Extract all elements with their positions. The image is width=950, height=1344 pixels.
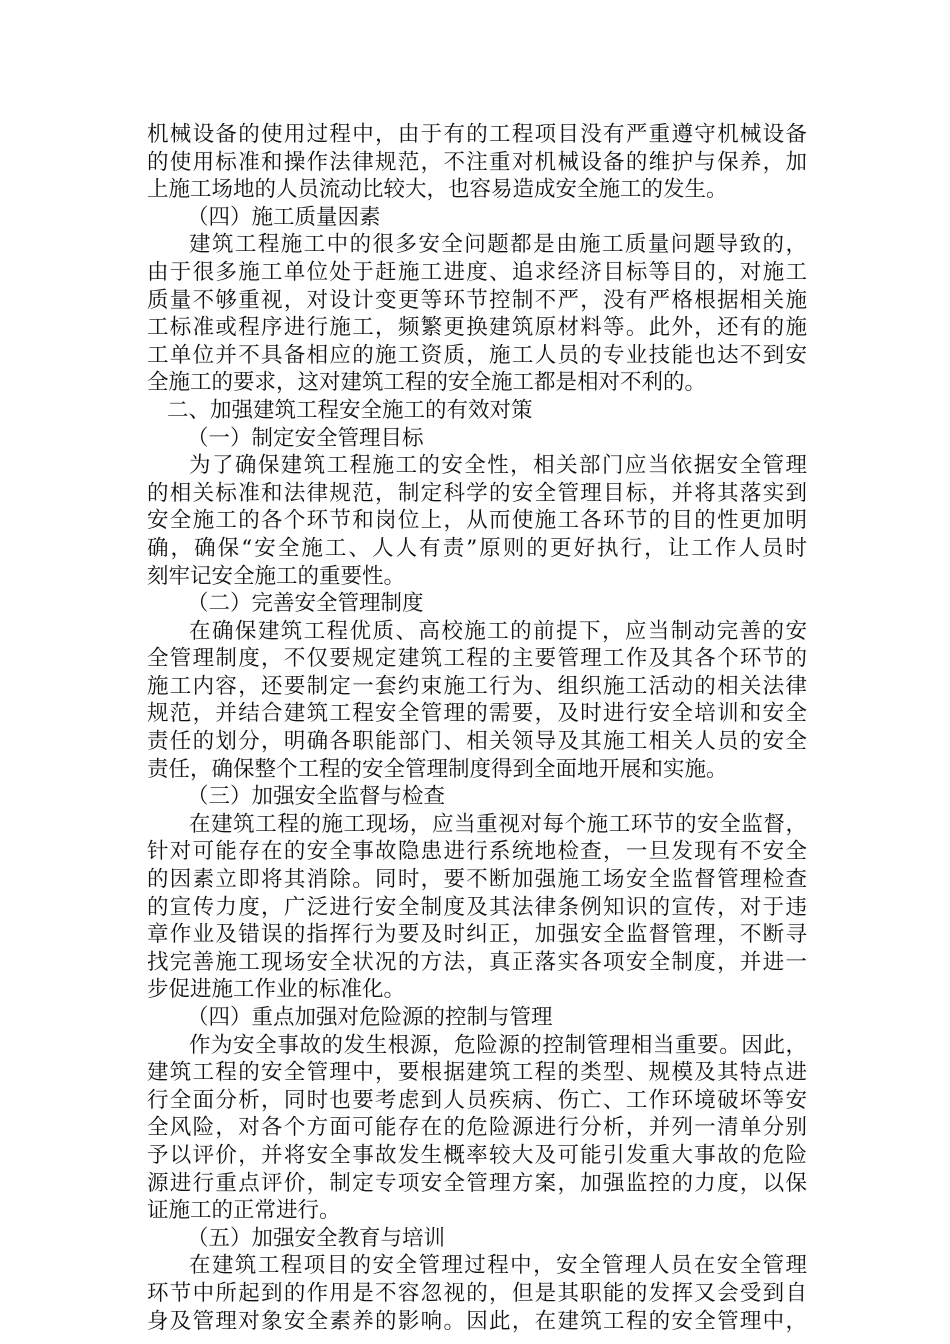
text-line: 身及管理对象安全素养的影响。因此，在建筑工程的安全管理中， xyxy=(147,1308,807,1334)
text-line: 工标准或程序进行施工，频繁更换建筑原材料等。此外，还有的施 xyxy=(147,315,807,341)
section-heading: （二）完善安全管理制度 xyxy=(187,591,424,617)
text-line: 确，确保“安全施工、人人有责”原则的更好执行，让工作人员时 xyxy=(147,535,807,561)
text-line: 的使用标准和操作法律规范，不注重对机械设备的维护与保养，加 xyxy=(147,149,807,175)
text-line: 的相关标准和法律规范，制定科学的安全管理目标，并将其落实到 xyxy=(147,480,807,506)
paragraph-first-line: 在建筑工程项目的安全管理过程中，安全管理人员在安全管理 xyxy=(189,1253,807,1279)
text-line: 规范，并结合建筑工程安全管理的需要，及时进行安全培训和安全 xyxy=(147,701,807,727)
text-line: 找完善施工现场安全状况的方法，真正落实各项安全制度，并进一 xyxy=(147,949,807,975)
section-heading: （四）施工质量因素 xyxy=(187,204,381,230)
text-line: 的因素立即将其消除。同时，要不断加强施工场安全监督管理检查 xyxy=(147,867,807,893)
text-line: 责任的划分，明确各职能部门、相关领导及其施工相关人员的安全 xyxy=(147,729,807,755)
paragraph-last-line: 上施工场地的人员流动比较大，也容易造成安全施工的发生。 xyxy=(147,177,728,203)
text-line: 由于很多施工单位处于赶施工进度、追求经济目标等目的，对施工 xyxy=(147,259,807,285)
paragraph-last-line: 责任，确保整个工程的安全管理制度得到全面地开展和实施。 xyxy=(147,756,728,782)
text-line: 建筑工程的安全管理中，要根据建筑工程的类型、规模及其特点进 xyxy=(147,1060,807,1086)
paragraph-first-line: 建筑工程施工中的很多安全问题都是由施工质量问题导致的， xyxy=(189,232,807,258)
text-line: 环节中所起到的作用是不容忽视的，但是其职能的发挥又会受到自 xyxy=(147,1280,807,1306)
paragraph-last-line: 全施工的要求，这对建筑工程的安全施工都是相对不利的。 xyxy=(147,370,707,396)
section-heading: （五）加强安全教育与培训 xyxy=(187,1225,446,1251)
text-line: 安全施工的各个环节和岗位上，从而使施工各环节的目的性更加明 xyxy=(147,508,807,534)
text-line: 质量不够重视，对设计变更等环节控制不严，没有严格根据相关施 xyxy=(147,287,807,313)
paragraph-first-line: 在确保建筑工程优质、高校施工的前提下，应当制动完善的安 xyxy=(189,618,807,644)
paragraph-first-line: 作为安全事故的发生根源，危险源的控制管理相当重要。因此， xyxy=(189,1032,807,1058)
document-body xyxy=(147,121,807,1335)
paragraph-first-line: 为了确保建筑工程施工的安全性，相关部门应当依据安全管理 xyxy=(189,453,807,479)
paragraph-last-line: 刻牢记安全施工的重要性。 xyxy=(147,563,406,589)
chapter-heading: 二、加强建筑工程安全施工的有效对策 xyxy=(167,397,533,423)
text-line: 施工内容，还要制定一套约束施工行为、组织施工活动的相关法律 xyxy=(147,673,807,699)
text-line: 针对可能存在的安全事故隐患进行系统地检查，一旦发现有不安全 xyxy=(147,839,807,865)
section-heading: （三）加强安全监督与检查 xyxy=(187,784,446,810)
text-line: 机械设备的使用过程中，由于有的工程项目没有严重遵守机械设备 xyxy=(147,122,807,147)
text-line: 章作业及错误的指挥行为要及时纠正，加强安全监督管理，不断寻 xyxy=(147,922,807,948)
paragraph-last-line: 证施工的正常进行。 xyxy=(147,1198,341,1224)
text-line: 工单位并不具备相应的施工资质，施工人员的专业技能也达不到安 xyxy=(147,342,807,368)
text-line: 予以评价，并将安全事故发生概率较大及可能引发重大事故的危险 xyxy=(147,1142,807,1168)
paragraph-last-line: 步促进施工作业的标准化。 xyxy=(147,977,406,1003)
text-line: 的宣传力度，广泛进行安全制度及其法律条例知识的宣传，对于违 xyxy=(147,894,807,920)
text-line: 全风险，对各个方面可能存在的危险源进行分析，并列一清单分别 xyxy=(147,1115,807,1141)
text-line: 源进行重点评价，制定专项安全管理方案，加强监控的力度，以保 xyxy=(147,1170,807,1196)
text-line: 行全面分析，同时也要考虑到人员疾病、伤亡、工作环境破坏等安 xyxy=(147,1087,807,1113)
section-heading: （一）制定安全管理目标 xyxy=(187,425,424,451)
text-line: 全管理制度，不仅要规定建筑工程的主要管理工作及其各个环节的 xyxy=(147,646,807,672)
paragraph-first-line: 在建筑工程的施工现场，应当重视对每个施工环节的安全监督， xyxy=(189,811,807,837)
section-heading: （四）重点加强对危险源的控制与管理 xyxy=(187,1005,553,1030)
